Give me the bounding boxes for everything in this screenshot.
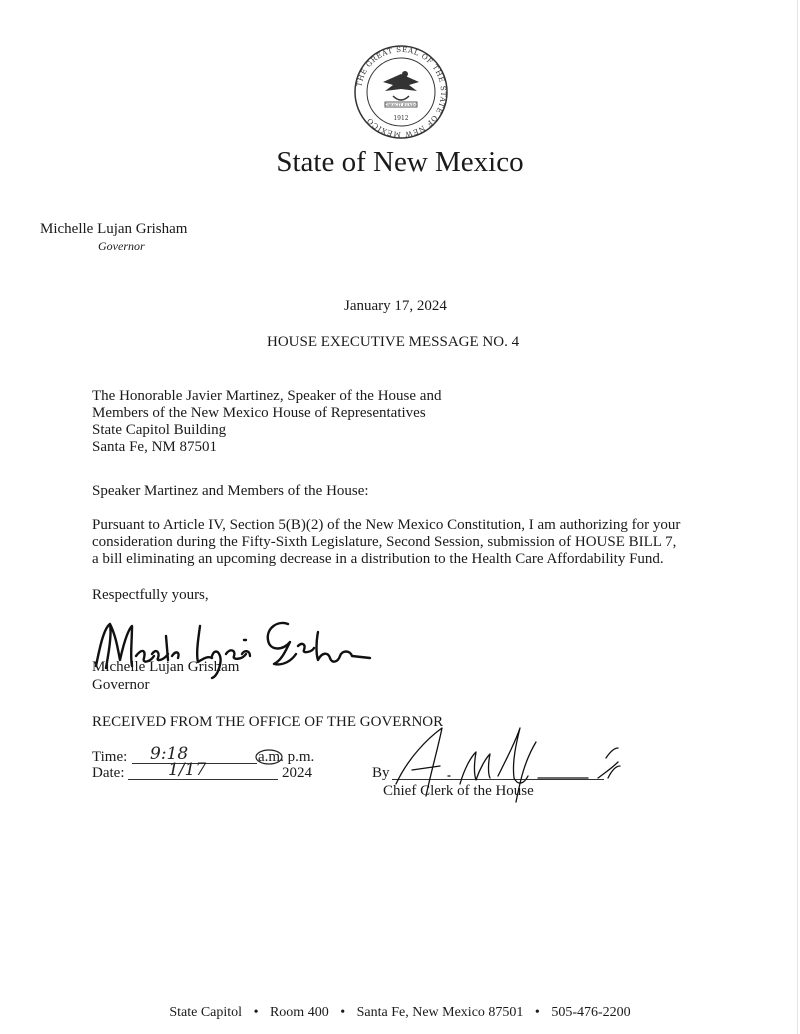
footer-part: Room 400 [269, 1005, 329, 1020]
time-label: Time: [92, 749, 128, 765]
seal-year: 1912 [393, 115, 409, 122]
governor-name: Michelle Lujan Grisham [40, 221, 188, 237]
handwritten-time: 9:18 [150, 744, 189, 764]
svg-text:THE GREAT SEAL OF THE STATE OF: THE GREAT SEAL OF THE STATE OF NEW MEXICO [354, 44, 449, 140]
salutation: Speaker Martinez and Members of the House: [92, 483, 369, 499]
address-line: The Honorable Javier Martinez, Speaker of the House and [92, 388, 442, 404]
message-number: HOUSE EXECUTIVE MESSAGE NO. 4 [267, 334, 520, 350]
clerk-signature [388, 718, 638, 810]
recipient-address [92, 388, 441, 456]
footer-part: 505-476-2200 [551, 1005, 631, 1020]
am-circle-mark [254, 748, 284, 766]
clerk-title: Chief Clerk of the House [383, 783, 534, 799]
address-line: Members of the New Mexico House of Representatives [92, 405, 426, 421]
address-line: State Capitol Building [92, 422, 227, 438]
footer-part: State Capitol [169, 1005, 243, 1020]
letter-body [92, 517, 732, 568]
signer-title: Governor [92, 677, 150, 693]
signer-name: Michelle Lujan Grisham [92, 659, 240, 675]
closing: Respectfully yours, [92, 587, 209, 603]
receipt-year: 2024 [282, 765, 312, 781]
state-seal-icon [353, 44, 449, 140]
handwritten-date: 1/17 [168, 760, 207, 780]
received-heading: RECEIVED FROM THE OFFICE OF THE GOVERNOR [92, 714, 444, 730]
governor-title: Governor [98, 239, 145, 253]
page-title: State of New Mexico [276, 146, 524, 178]
address-line: Santa Fe, NM 87501 [92, 439, 217, 455]
date-label: Date: [92, 765, 125, 781]
body-line: consideration during the Fifty-Sixth Legislature, Second Session, submission of HOUSE BILL 7, [92, 534, 677, 550]
am-pm-label: a.m. p.m. [258, 749, 315, 765]
body-line: Pursuant to Article IV, Section 5(B)(2) of the New Mexico Constitution, I am authorizing for your [92, 517, 681, 533]
by-label: By [372, 765, 390, 781]
footer-address [0, 1005, 800, 1021]
footer-separator: • [534, 1005, 540, 1020]
seal-motto: CRESCIT EUNDO [384, 103, 418, 107]
letter-date: January 17, 2024 [344, 298, 447, 314]
footer-part: Santa Fe, New Mexico 87501 [356, 1005, 524, 1020]
footer-separator: • [253, 1005, 259, 1020]
body-line: a bill eliminating an upcoming decrease in a distribution to the Health Care Affordability Fund. [92, 551, 664, 567]
footer-separator: • [340, 1005, 346, 1020]
